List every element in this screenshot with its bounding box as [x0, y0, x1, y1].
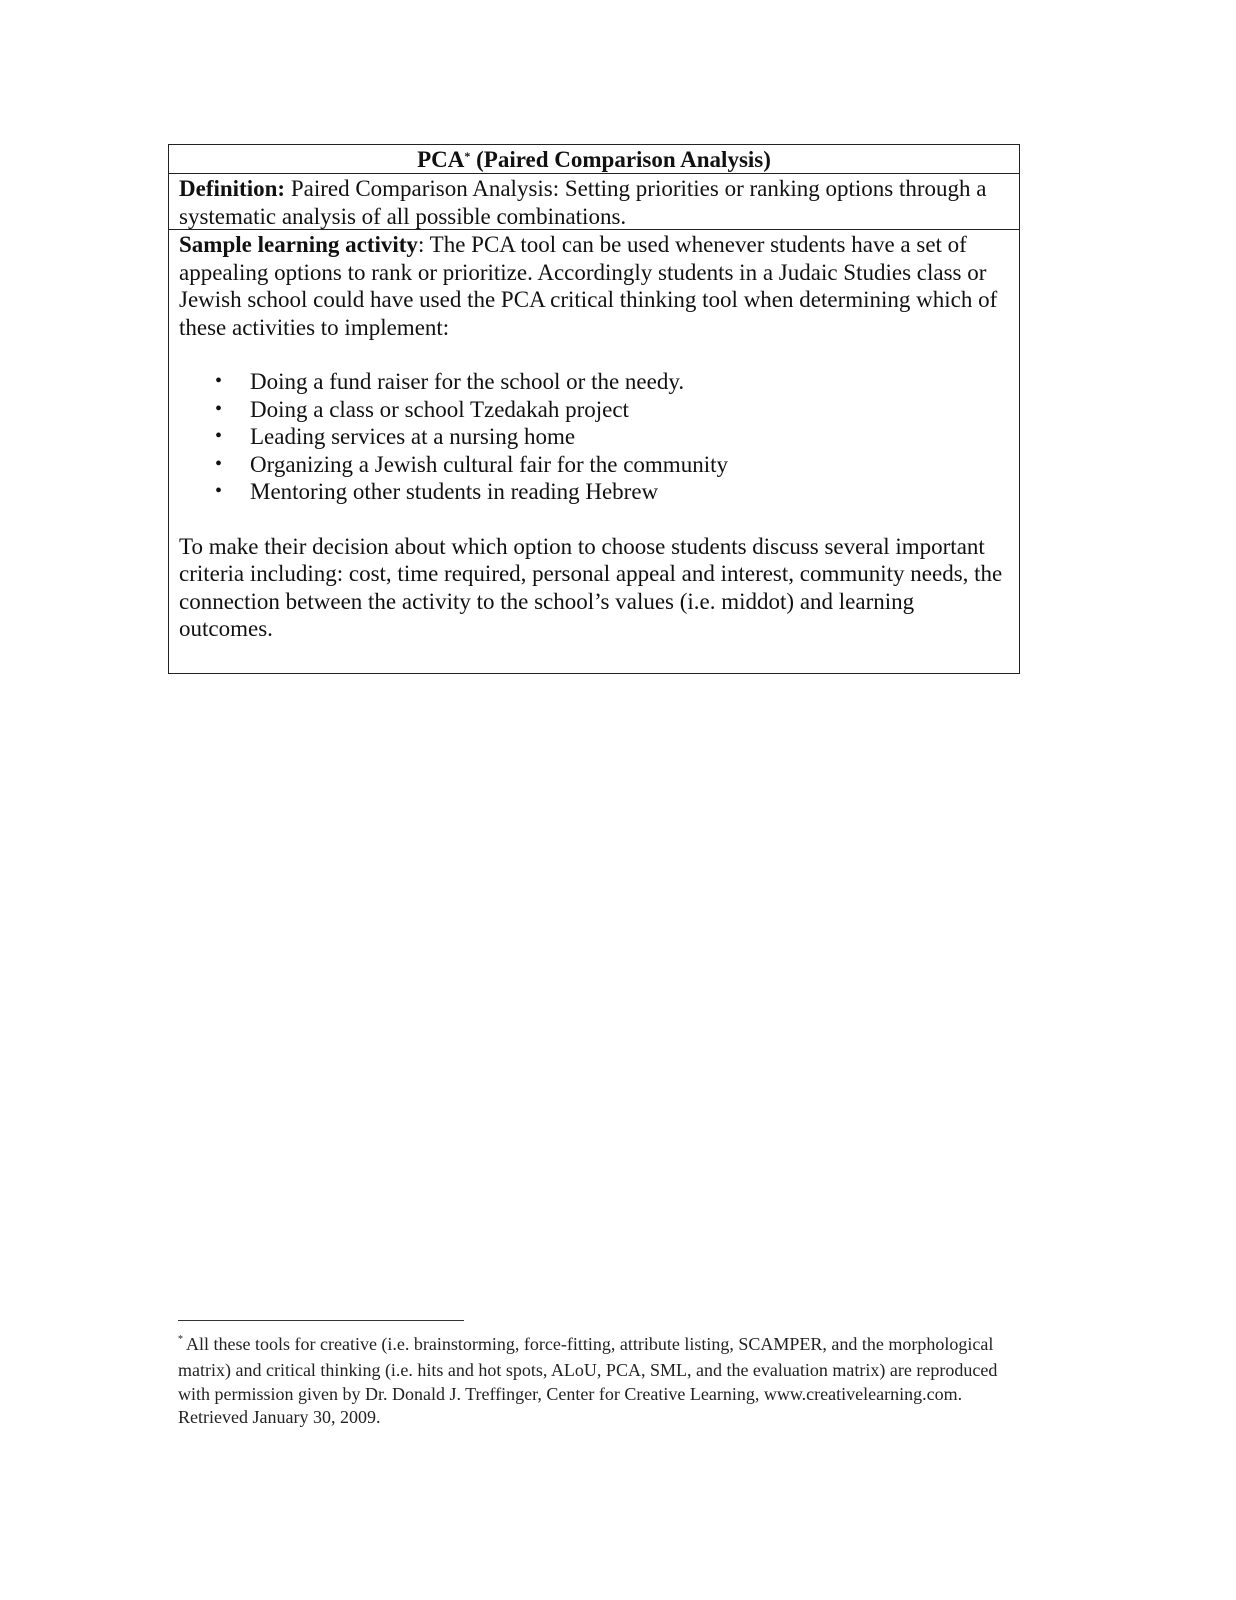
activity-intro-text: : The PCA tool can be used whenever students have a set of appealing options to rank or prioritize. Accordingly students in a Judaic Studies class or Jewish school could have used the PCA critical thinking tool when determining which of these activities to implement: [179, 232, 998, 340]
list-item [215, 451, 1009, 479]
list-item-text: Organizing a Jewish cultural fair for the community [250, 451, 728, 477]
list-item [215, 396, 1009, 424]
list-item [215, 368, 1009, 396]
pca-table [168, 144, 1020, 674]
bullet-icon: • [215, 452, 223, 475]
options-list [179, 368, 1009, 506]
activity-intro-paragraph [179, 231, 1009, 341]
list-item [215, 478, 1009, 506]
bullet-icon: • [215, 480, 223, 502]
bullet-icon: • [215, 425, 223, 447]
list-item-text: Leading services at a nursing home [250, 424, 576, 449]
criteria-paragraph: To make their decision about which option to choose students discuss several important criteria including: cost, time required, personal appeal and interest, community needs, the connection between the activity to the school’s values (i.e. middot) and learning outcomes. [179, 533, 1003, 641]
footnote-text: All these tools for creative (i.e. brainstorming, force-fitting, attribute listing, SCAMPER, and the morphological matrix) and critical thinking (i.e. hits and hot spots, ALoU, PCA, SML, and the evaluation matrix) are reproduced with permission given by Dr. Donald J. Treffinger, Center for Creative Learning, www.creativelearning.com. Retrieved January 30, 2009. [178, 1334, 998, 1427]
list-item-text: Doing a class or school Tzedakah project [250, 396, 629, 422]
list-item [215, 423, 1009, 451]
footnote-reference: * [464, 149, 471, 164]
definition-label: Definition: [179, 176, 286, 201]
activity-row [169, 230, 1019, 673]
title-rest: (Paired Comparison Analysis) [470, 147, 771, 172]
bullet-icon: • [215, 397, 223, 420]
table-title [169, 145, 1019, 174]
definition-text: Paired Comparison Analysis: Setting priorities or ranking options through a systematic analysis of all possible combinations. [179, 176, 987, 229]
footnote [178, 1333, 1028, 1429]
activity-label: Sample learning activity [179, 232, 418, 257]
list-item-text: Mentoring other students in reading Hebrew [250, 479, 659, 504]
list-item-text: Doing a fund raiser for the school or the needy. [250, 369, 685, 394]
footnote-separator [178, 1320, 464, 1321]
title-main: PCA [417, 147, 465, 172]
bullet-icon: • [215, 370, 223, 392]
footnote-marker: * [178, 1334, 183, 1345]
definition-row [169, 174, 1019, 230]
